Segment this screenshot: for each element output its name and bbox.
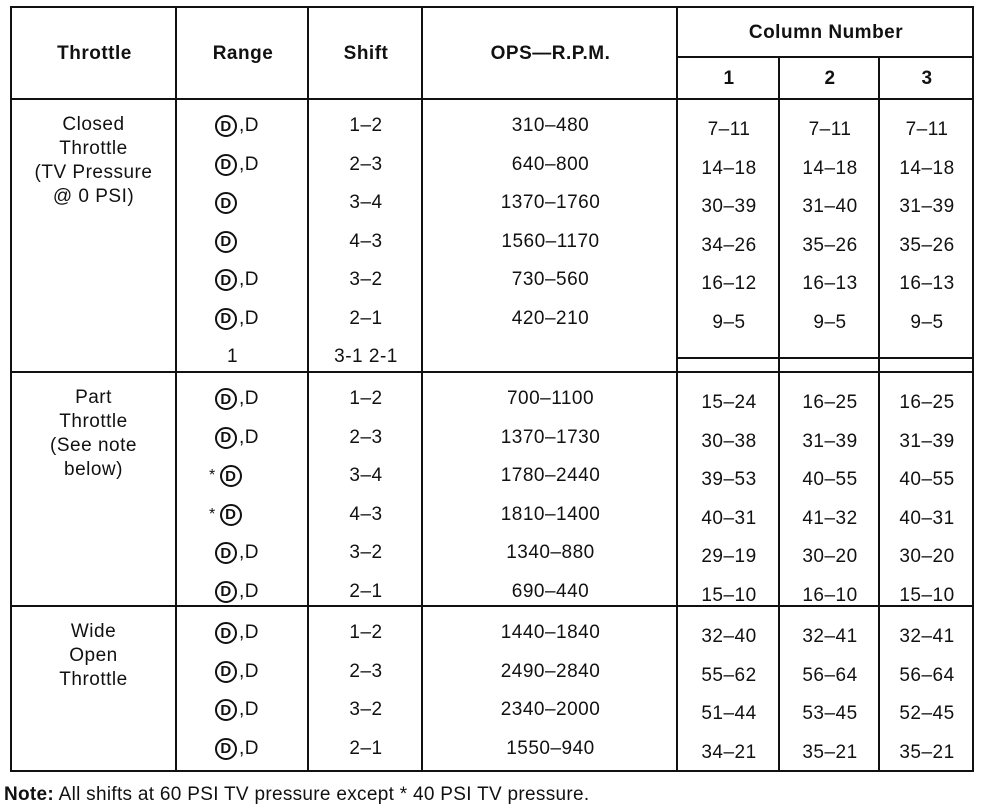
range-cell	[177, 692, 309, 728]
ops-rpm-cell: 1550–940	[506, 737, 595, 759]
circled-d-icon: D	[215, 115, 237, 137]
ops-rpm-cell: 700–1100	[506, 388, 595, 409]
range-suffix: ,D	[239, 153, 259, 175]
range-cell	[177, 420, 309, 456]
ops-rpm-cell	[423, 339, 678, 375]
range-cell	[177, 654, 309, 690]
throttle-group-label-line: Throttle	[59, 669, 128, 690]
column-1-cell: 16–12	[701, 273, 757, 294]
ops-rpm-cell: 1370–1730	[500, 426, 601, 448]
column-2-cell: 31–40	[802, 196, 858, 217]
column-2-cell: 32–41	[802, 626, 858, 647]
column-3-cell: 56–64	[899, 664, 955, 686]
header-col-1: 1	[723, 68, 735, 89]
shift-cell: 3–4	[349, 192, 383, 213]
column-1-cell: 55–62	[701, 664, 757, 686]
throttle-group-label-line: (TV Pressure	[34, 162, 153, 183]
header-column-number: Column Number	[748, 22, 904, 43]
column-2-cell: 16–25	[802, 392, 858, 413]
column-1-cell: 14–18	[701, 157, 757, 179]
circled-d-icon: D	[215, 738, 237, 760]
asterisk-marker: *	[209, 505, 216, 523]
column-1-cell	[678, 343, 780, 379]
footnote	[4, 784, 589, 806]
throttle-group-label-line: Throttle	[59, 138, 128, 159]
column-2-cell: 16–13	[802, 273, 858, 294]
note-label: Note:	[4, 784, 55, 805]
ops-rpm-cell: 690–440	[511, 580, 590, 602]
shift-cell: 3–2	[349, 269, 383, 290]
shift-cell: 2–3	[349, 660, 383, 682]
range-suffix: ,D	[239, 388, 259, 409]
range-cell	[177, 615, 309, 651]
throttle-group-label-line: @ 0 PSI)	[52, 186, 135, 207]
circled-d-icon: D	[215, 661, 237, 683]
column-3-cell: 40–31	[899, 507, 955, 529]
ops-rpm-cell: 1370–1760	[500, 192, 601, 213]
asterisk-marker: *	[209, 467, 216, 484]
column-1-cell: 39–53	[701, 469, 757, 490]
header-ops-rpm: OPS—R.P.M.	[490, 43, 611, 64]
throttle-group-label-line: Wide	[70, 621, 117, 642]
range-suffix: ,D	[239, 580, 259, 602]
range-cell	[177, 262, 309, 298]
range-suffix: ,D	[239, 426, 259, 448]
column-2-cell: 56–64	[802, 664, 858, 686]
throttle-group-label	[12, 386, 175, 482]
range-cell	[177, 497, 309, 533]
header-shift: Shift	[343, 43, 389, 64]
circled-d-icon: D	[215, 192, 237, 214]
throttle-group-label-line: Open	[69, 645, 118, 666]
circled-d-icon: D	[215, 388, 237, 410]
column-1-cell: 34–21	[701, 741, 757, 763]
column-3-cell: 40–55	[899, 469, 955, 490]
circled-d-icon: D	[215, 427, 237, 449]
range-suffix: ,D	[239, 737, 259, 759]
shift-cell: 4–3	[349, 503, 383, 525]
column-1-cell: 34–26	[701, 234, 757, 256]
column-3-cell: 35–21	[899, 741, 955, 763]
ops-rpm-cell: 1810–1400	[500, 503, 601, 525]
shift-speed-table	[10, 6, 974, 772]
grid-line	[12, 98, 972, 100]
column-2-cell: 14–18	[802, 157, 858, 179]
ops-rpm-cell: 1780–2440	[500, 465, 601, 486]
circled-d-icon: D	[220, 504, 242, 526]
range-suffix: ,D	[239, 115, 259, 136]
throttle-group-label-line: Closed	[62, 114, 125, 135]
shift-cell: 1–2	[349, 115, 383, 136]
range-cell	[177, 381, 309, 417]
ops-rpm-cell: 420–210	[511, 307, 590, 329]
header-col-2: 2	[824, 68, 836, 89]
ops-rpm-cell: 2340–2000	[500, 699, 601, 720]
column-3-cell: 52–45	[899, 703, 955, 724]
shift-cell: 2–1	[349, 307, 383, 329]
column-2-cell: 16–10	[802, 584, 858, 606]
column-1-cell: 9–5	[712, 311, 746, 333]
shift-cell: 2–1	[349, 737, 383, 759]
throttle-group-label-line: Throttle	[59, 411, 128, 432]
ops-rpm-cell: 310–480	[511, 115, 590, 136]
column-3-cell: 32–41	[899, 626, 955, 647]
range-suffix: ,D	[239, 542, 259, 563]
ops-rpm-cell: 2490–2840	[500, 660, 601, 682]
column-1-cell: 7–11	[707, 119, 751, 140]
column-2-cell: 9–5	[813, 311, 847, 333]
column-3-cell: 16–13	[899, 273, 955, 294]
ops-rpm-cell: 1560–1170	[501, 230, 600, 252]
column-2-cell: 7–11	[808, 119, 852, 140]
circled-d-icon: D	[215, 308, 237, 330]
circled-d-icon: D	[220, 465, 242, 487]
column-3-cell: 35–26	[899, 234, 955, 256]
shift-cell: 2–1	[349, 580, 383, 602]
shift-cell: 3–2	[349, 699, 383, 720]
range-cell	[177, 339, 309, 375]
range-cell	[177, 147, 309, 183]
range-suffix: ,D	[239, 307, 259, 329]
circled-d-icon: D	[215, 154, 237, 176]
throttle-group-label	[12, 620, 175, 692]
range-cell	[177, 731, 309, 767]
throttle-group-label-line: (See note	[50, 435, 137, 456]
shift-cell: 3-1 2-1	[334, 346, 398, 367]
column-2-cell: 35–26	[802, 234, 858, 256]
column-3-cell: 7–11	[905, 119, 949, 140]
header-range: Range	[212, 43, 274, 64]
shift-cell: 2–3	[349, 426, 383, 448]
column-2-cell: 40–55	[802, 469, 858, 490]
shift-cell: 3–2	[349, 542, 383, 563]
range-cell	[177, 301, 309, 337]
note-text: All shifts at 60 PSI TV pressure except * 40 PSI TV pressure.	[54, 784, 590, 805]
column-1-cell: 40–31	[701, 507, 757, 529]
range-cell	[177, 535, 309, 571]
column-3-cell: 16–25	[899, 392, 955, 413]
ops-rpm-cell: 730–560	[511, 269, 590, 290]
header-col-3: 3	[921, 68, 933, 89]
range-suffix: ,D	[239, 699, 259, 720]
shift-cell: 1–2	[349, 622, 383, 643]
circled-d-icon: D	[215, 269, 237, 291]
column-3-cell: 31–39	[899, 430, 955, 452]
column-2-cell: 41–32	[802, 507, 858, 529]
range-cell	[177, 458, 309, 494]
ops-rpm-cell: 1340–880	[506, 542, 595, 563]
range-cell	[177, 185, 309, 221]
throttle-group-label	[12, 113, 175, 209]
shift-cell: 3–4	[349, 465, 383, 486]
column-3-cell: 31–39	[899, 196, 955, 217]
range-suffix: 1	[227, 346, 239, 367]
column-3-cell: 9–5	[910, 311, 944, 333]
throttle-group-label-line: Part	[75, 387, 112, 408]
column-1-cell: 30–38	[701, 430, 757, 452]
column-1-cell: 15–24	[701, 392, 757, 413]
column-1-cell: 30–39	[701, 196, 757, 217]
circled-d-icon: D	[215, 581, 237, 603]
circled-d-icon: D	[215, 622, 237, 644]
column-2-cell: 35–21	[802, 741, 858, 763]
column-1-cell: 29–19	[701, 546, 757, 567]
column-1-cell: 32–40	[701, 626, 757, 647]
grid-line	[676, 56, 972, 58]
circled-d-icon: D	[215, 699, 237, 721]
column-3-cell	[880, 343, 974, 379]
range-cell	[177, 574, 309, 610]
column-2-cell	[780, 343, 880, 379]
column-2-cell: 53–45	[802, 703, 858, 724]
circled-d-icon: D	[215, 231, 237, 253]
ops-rpm-cell: 1440–1840	[500, 622, 601, 643]
range-suffix: ,D	[239, 269, 259, 290]
range-cell	[177, 224, 309, 260]
column-2-cell: 30–20	[802, 546, 858, 567]
column-1-cell: 51–44	[701, 703, 757, 724]
range-suffix: ,D	[239, 622, 259, 643]
column-2-cell: 31–39	[802, 430, 858, 452]
shift-cell: 2–3	[349, 153, 383, 175]
column-3-cell: 30–20	[899, 546, 955, 567]
column-1-cell: 15–10	[701, 584, 757, 606]
shift-cell: 4–3	[349, 230, 383, 252]
throttle-group-label-line: below)	[64, 459, 123, 480]
header-throttle: Throttle	[57, 43, 132, 64]
circled-d-icon: D	[215, 542, 237, 564]
ops-rpm-cell: 640–800	[511, 153, 590, 175]
range-suffix: ,D	[239, 660, 259, 682]
shift-cell: 1–2	[349, 388, 383, 409]
column-3-cell: 15–10	[899, 584, 955, 606]
column-3-cell: 14–18	[899, 157, 955, 179]
range-cell	[177, 108, 309, 144]
